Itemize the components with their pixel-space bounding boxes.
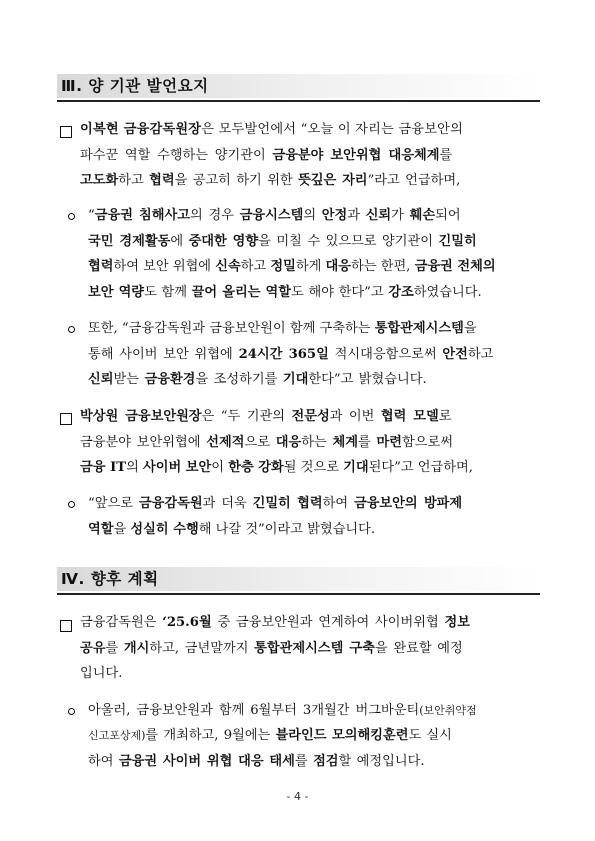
emphasis-text: 점검 bbox=[313, 754, 339, 769]
body-text: 를 bbox=[358, 435, 377, 450]
body-text: 하여 bbox=[88, 754, 119, 769]
emphasis-text: 신뢰 bbox=[88, 372, 114, 387]
body-text: 로 bbox=[438, 409, 452, 424]
text-line bbox=[88, 346, 493, 364]
body-text: “ bbox=[88, 208, 95, 223]
emphasis-text: 협력 모델 bbox=[380, 409, 439, 424]
body-text: 을 조성하기를 bbox=[195, 372, 283, 387]
body-text: 하는 한편, bbox=[351, 259, 415, 274]
body-text: 신고포상제) bbox=[88, 729, 146, 742]
emphasis-text: 긴밀히 협력 bbox=[252, 496, 323, 511]
body-text: 은 모두발언에서 “오늘 이 자리는 금융보안의 bbox=[201, 122, 464, 137]
emphasis-text: 성실히 수행 bbox=[130, 522, 199, 537]
emphasis-text: 훼손 bbox=[409, 208, 436, 223]
emphasis-text: ‘25.6월 bbox=[162, 615, 212, 630]
body-text: 하고, 금년말까지 bbox=[149, 641, 255, 656]
body-text: 받는 bbox=[113, 372, 145, 387]
emphasis-text: 협력 bbox=[149, 173, 175, 188]
body-text: 통해 사이버 보안 위협에 bbox=[88, 347, 239, 362]
text-line bbox=[80, 408, 452, 426]
emphasis-text: 금융분야 보안위협 대응체계 bbox=[272, 148, 440, 163]
text-line bbox=[88, 521, 375, 539]
text-line bbox=[80, 665, 122, 683]
body-text: 과 bbox=[347, 208, 366, 223]
body-text: 하여 보안 위협에 bbox=[113, 259, 216, 274]
emphasis-text: 긴밀히 bbox=[438, 234, 477, 249]
text-line bbox=[80, 121, 463, 139]
emphasis-text: 박상원 금융보안원장 bbox=[80, 409, 202, 424]
body-text: 과 더욱 bbox=[202, 496, 253, 511]
body-text: 의 bbox=[126, 460, 143, 475]
text-line bbox=[88, 233, 477, 251]
emphasis-text: 이복현 금융감독원장 bbox=[80, 122, 202, 137]
body-text: 하였습니다. bbox=[413, 285, 482, 300]
emphasis-text: 기대 bbox=[343, 460, 369, 475]
box-bullet-icon bbox=[60, 126, 72, 138]
body-text: 도 실시 bbox=[408, 728, 452, 743]
body-text: 하고 bbox=[467, 347, 494, 362]
text-line bbox=[88, 495, 462, 513]
circle-bullet-icon bbox=[68, 708, 75, 715]
section-3-title: Ⅲ. 양 기관 발언요지 bbox=[61, 77, 209, 95]
emphasis-text: 강조 bbox=[388, 285, 414, 300]
text-line bbox=[88, 371, 427, 389]
text-line bbox=[88, 727, 452, 745]
emphasis-text: 뜻깊은 자리 bbox=[298, 173, 368, 188]
emphasis-text: 사이버 보안 bbox=[143, 460, 212, 475]
text-line bbox=[88, 753, 425, 771]
body-text: 도 해야 한다”고 bbox=[291, 285, 389, 300]
text-line bbox=[80, 459, 473, 477]
emphasis-text: 중대한 영향 bbox=[188, 234, 259, 249]
body-text: 으로 bbox=[244, 435, 276, 450]
emphasis-text: 보안 역량 bbox=[88, 285, 145, 300]
body-text: 을 공고히 하기 위한 bbox=[174, 173, 299, 188]
body-text: (보안취약점 bbox=[419, 704, 477, 717]
page-number: - 4 - bbox=[286, 790, 309, 803]
body-text: 을 미칠 수 있으므로 양기관이 bbox=[258, 234, 439, 249]
emphasis-text: 국민 경제활동 bbox=[88, 234, 171, 249]
body-text: 를 개최하고, 9월에는 bbox=[145, 728, 276, 743]
emphasis-text: 대응 bbox=[275, 435, 302, 450]
body-text: 은 “두 기관의 bbox=[201, 409, 292, 424]
text-line bbox=[80, 434, 453, 452]
emphasis-text: 안전 bbox=[442, 347, 468, 362]
emphasis-text: 금융환경 bbox=[144, 372, 196, 387]
section-3-heading bbox=[57, 74, 540, 102]
emphasis-text: 금융보안의 방파제 bbox=[353, 496, 463, 511]
body-text: 한다”고 밝혔습니다. bbox=[308, 372, 427, 387]
emphasis-text: 금융권 사이버 위협 대응 태세 bbox=[118, 754, 295, 769]
body-text: 하게 bbox=[295, 259, 326, 274]
emphasis-text: 블라인드 모의해킹훈련 bbox=[275, 728, 409, 743]
emphasis-text: 신뢰 bbox=[365, 208, 392, 223]
body-text: 하여 bbox=[322, 496, 354, 511]
body-text: 의 bbox=[303, 208, 322, 223]
emphasis-text: 기대 bbox=[282, 372, 309, 387]
emphasis-text: 고도화 bbox=[80, 173, 119, 188]
emphasis-text: 마련 bbox=[376, 435, 403, 450]
body-text: 하고 bbox=[118, 173, 150, 188]
emphasis-text: 안정 bbox=[321, 208, 348, 223]
section-4-title: Ⅳ. 향후 계획 bbox=[61, 570, 159, 588]
emphasis-text: 협력 bbox=[88, 259, 114, 274]
emphasis-text: 끌어 올리는 역할 bbox=[191, 285, 292, 300]
emphasis-text: 금융 IT bbox=[80, 460, 127, 475]
text-line bbox=[80, 614, 470, 632]
body-text: “앞으로 bbox=[88, 496, 139, 511]
circle-bullet-icon bbox=[68, 326, 75, 333]
section-4-heading bbox=[57, 567, 540, 595]
body-text: 도 함께 bbox=[144, 285, 192, 300]
body-text: 해 나갈 것”이라고 밝혔습니다. bbox=[198, 522, 376, 537]
body-text: ”라고 언급하며, bbox=[367, 173, 461, 188]
text-line bbox=[80, 172, 460, 190]
emphasis-text: 선제적 bbox=[206, 435, 245, 450]
emphasis-text: 전문성 bbox=[291, 409, 330, 424]
body-text: 파수꾼 역할 수행하는 양기관이 bbox=[80, 148, 273, 163]
emphasis-text: 금융감독원 bbox=[138, 496, 203, 511]
emphasis-text: 대응 bbox=[325, 259, 352, 274]
emphasis-text: 정보 bbox=[444, 615, 470, 630]
emphasis-text: 개시 bbox=[123, 641, 150, 656]
body-text: 입니다. bbox=[80, 666, 123, 681]
body-text: 금융분야 보안위협에 bbox=[80, 435, 207, 450]
circle-bullet-icon bbox=[68, 213, 75, 220]
body-text: 의 경우 bbox=[190, 208, 240, 223]
body-text: 을 bbox=[463, 321, 477, 336]
emphasis-text: 금융권 침해사고 bbox=[94, 208, 191, 223]
emphasis-text: 한층 강화 bbox=[228, 460, 284, 475]
box-bullet-icon bbox=[60, 413, 72, 425]
text-line bbox=[88, 284, 482, 302]
body-text: 함으로써 bbox=[402, 435, 453, 450]
text-line bbox=[80, 147, 452, 165]
emphasis-text: 24시간 365일 bbox=[238, 347, 329, 362]
text-line bbox=[80, 640, 463, 658]
body-text: 되어 bbox=[435, 208, 461, 223]
body-text: 을 완료할 예정 bbox=[374, 641, 463, 656]
body-text: 에 bbox=[170, 234, 189, 249]
body-text: 과 이번 bbox=[329, 409, 381, 424]
body-text: 하고 bbox=[240, 259, 271, 274]
emphasis-text: 정밀 bbox=[270, 259, 296, 274]
text-line bbox=[88, 320, 477, 338]
body-text: 적시대응함으로써 bbox=[328, 347, 443, 362]
emphasis-text: 통합관제시스템 bbox=[374, 321, 464, 336]
body-text: 금융감독원은 bbox=[80, 615, 163, 630]
text-line bbox=[88, 258, 496, 276]
emphasis-text: 공유 bbox=[80, 641, 106, 656]
text-line bbox=[88, 207, 461, 225]
box-bullet-icon bbox=[60, 620, 72, 632]
text-line bbox=[88, 702, 477, 720]
body-text: 될 것으로 bbox=[283, 460, 344, 475]
emphasis-text: 통합관제시스템 구축 bbox=[254, 641, 375, 656]
body-text: 이 bbox=[211, 460, 229, 475]
body-text: 를 bbox=[439, 148, 453, 163]
body-text: 하는 bbox=[301, 435, 333, 450]
body-text: 를 bbox=[105, 641, 124, 656]
body-text: 중 금융보안원과 연계하여 사이버위협 bbox=[211, 615, 445, 630]
body-text: 할 예정입니다. bbox=[338, 754, 425, 769]
body-text: 가 bbox=[391, 208, 410, 223]
emphasis-text: 역할 bbox=[88, 522, 114, 537]
body-text: 또한, “금융감독원과 금융보안원이 함께 구축하는 bbox=[88, 321, 375, 336]
body-text: 를 bbox=[294, 754, 314, 769]
circle-bullet-icon bbox=[68, 501, 75, 508]
body-text: 아울러, 금융보안원과 함께 6월부터 3개월간 버그바운티 bbox=[88, 703, 420, 718]
emphasis-text: 금융권 전체의 bbox=[414, 259, 496, 274]
body-text: 을 bbox=[113, 522, 131, 537]
emphasis-text: 신속 bbox=[215, 259, 241, 274]
body-text: 된다”고 언급하며, bbox=[368, 460, 473, 475]
emphasis-text: 금융시스템 bbox=[239, 208, 304, 223]
emphasis-text: 체계 bbox=[332, 435, 358, 450]
